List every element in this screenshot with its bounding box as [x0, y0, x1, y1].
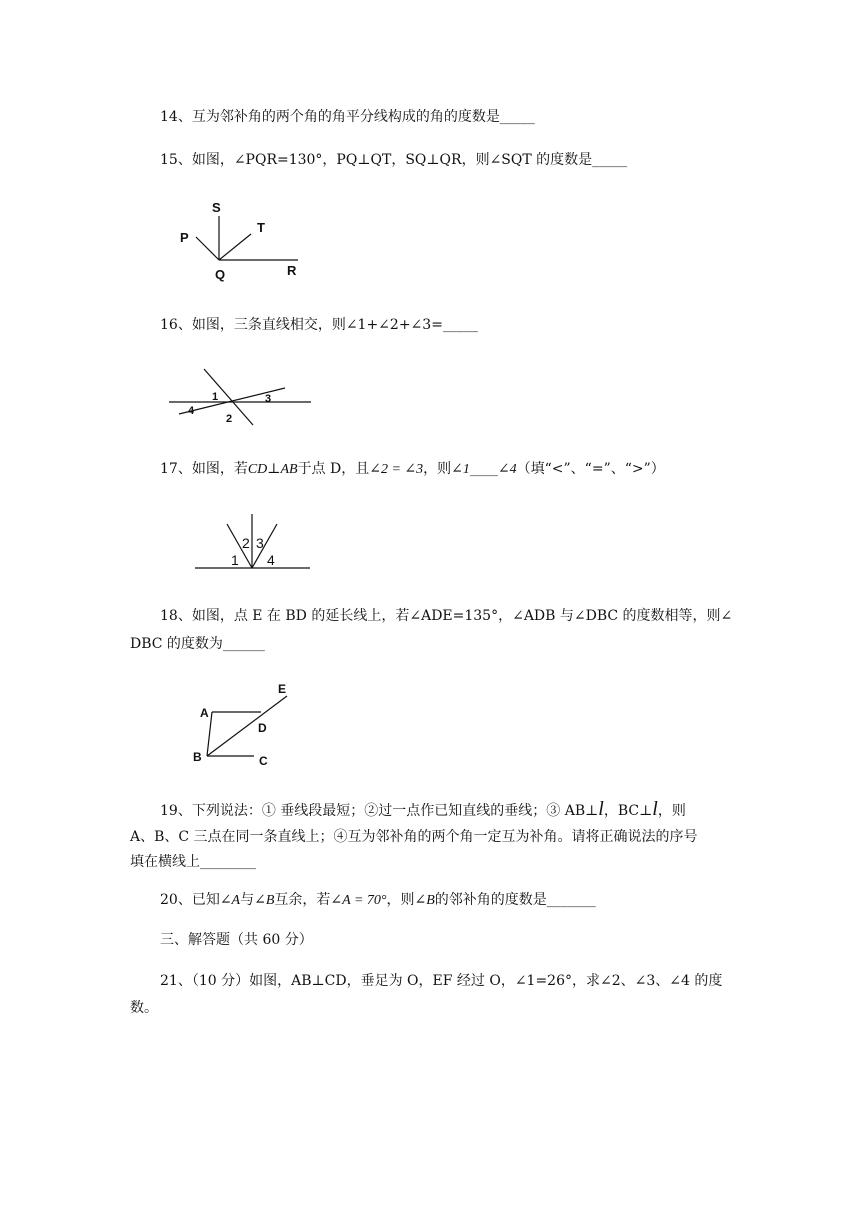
math-angle-a: ∠A — [219, 893, 241, 908]
label-s: S — [212, 200, 221, 215]
label-angle-3: 3 — [256, 535, 264, 551]
label-p: P — [180, 230, 189, 245]
question-19-text-1b: ，BC⊥ — [603, 803, 653, 819]
section-3-text: 三、解答题（共 60 分） — [160, 932, 313, 948]
question-21-line-2 — [130, 998, 158, 1018]
question-20-prefix: 20、已知 — [160, 892, 220, 908]
question-18-line-1 — [160, 606, 732, 626]
question-19-line-3 — [130, 852, 256, 872]
question-16 — [160, 315, 478, 335]
question-19-line-2 — [130, 827, 698, 847]
question-20-mid3: ，则 — [386, 892, 415, 908]
label-angle-1: 1 — [231, 552, 239, 568]
math-angle-2-eq-3: ∠2 = ∠3 — [369, 462, 424, 477]
question-17-mid2: ，则 — [423, 461, 452, 477]
question-18-text-1: 18、如图，点 E 在 BD 的延长线上，若∠ADE=135°，∠ADB 与∠DBC 的度数相等，则∠ — [160, 608, 733, 624]
answer-blank: ____ — [469, 461, 498, 477]
question-21-line-1 — [160, 971, 722, 991]
label-a: A — [200, 706, 209, 720]
math-cd: CD — [247, 462, 268, 477]
figure-18-quadrilateral — [190, 680, 300, 775]
ray-qp — [196, 237, 219, 260]
math-angle-b-2: ∠B — [414, 893, 435, 908]
question-14-text: 14、互为邻补角的两个角的角平分线构成的角的度数是_____ — [160, 109, 535, 125]
question-19-line-1 — [160, 799, 686, 821]
question-19-text-2: A、B、C 三点在同一条直线上；④互为邻补角的两个角一定互为补角。请将正确说法的序号 — [130, 829, 698, 845]
question-19-text-3: 填在横线上________ — [130, 854, 256, 870]
question-17-suffix: （填“<”、“=”、“>”） — [516, 461, 665, 477]
math-ab: AB — [280, 462, 298, 477]
math-angle-b: ∠B — [254, 893, 275, 908]
question-17 — [160, 459, 665, 480]
label-d: D — [258, 721, 267, 735]
question-19-text-1c: ，则 — [657, 803, 686, 819]
question-17-mid1: 于点 D，且 — [297, 461, 370, 477]
label-angle-2: 2 — [226, 413, 233, 425]
question-15-text: 15、如图，∠PQR=130°，PQ⊥QT，SQ⊥QR，则∠SQT 的度数是_____ — [160, 152, 628, 168]
question-20 — [160, 890, 596, 911]
question-20-mid1: 与 — [240, 892, 255, 908]
section-3-heading — [160, 930, 313, 950]
question-19-text-1a: 19、下列说法：① 垂线段最短；②过一点作已知直线的垂线；③ AB⊥ — [160, 803, 599, 819]
question-21-text-2: 数。 — [130, 1000, 158, 1016]
math-line-l-2: l — [652, 798, 658, 820]
label-angle-4: 4 — [188, 405, 195, 417]
math-perp: ⊥ — [267, 462, 281, 477]
segment-be — [207, 696, 287, 756]
label-t: T — [257, 220, 265, 235]
label-e: E — [278, 682, 287, 696]
figure-16-three-lines — [165, 365, 315, 430]
question-18-text-2: DBC 的度数为______ — [130, 636, 265, 652]
figure-15-angle-diagram — [170, 195, 310, 285]
label-b: B — [193, 750, 202, 764]
question-18-line-2 — [130, 634, 265, 654]
label-angle-4: 4 — [267, 552, 275, 568]
label-q: Q — [215, 267, 226, 282]
ray-qt — [219, 234, 251, 260]
question-16-text: 16、如图，三条直线相交，则∠1+∠2+∠3=_____ — [160, 317, 478, 333]
label-c: C — [259, 754, 268, 768]
math-angle-1: ∠1 — [451, 462, 470, 477]
label-angle-1: 1 — [212, 391, 219, 403]
question-14 — [160, 107, 535, 127]
question-17-prefix: 17、如图，若 — [160, 461, 248, 477]
math-angle-4: ∠4 — [497, 462, 517, 477]
figure-17-angles — [195, 510, 315, 575]
question-20-suffix: 的邻补角的度数是_______ — [434, 892, 596, 908]
label-angle-2: 2 — [242, 535, 250, 551]
math-angle-a-equals: ∠A = 70° — [330, 893, 387, 908]
question-15 — [160, 150, 627, 170]
label-r: R — [287, 263, 297, 278]
label-angle-3: 3 — [265, 393, 272, 405]
question-20-mid2: 互余，若 — [274, 892, 331, 908]
math-line-l-1: l — [598, 798, 604, 820]
question-21-text-1: 21、（10 分）如图，AB⊥CD，垂足为 O，EF 经过 O，∠1=26°，求∠2、∠3、∠4 的度 — [160, 973, 723, 989]
